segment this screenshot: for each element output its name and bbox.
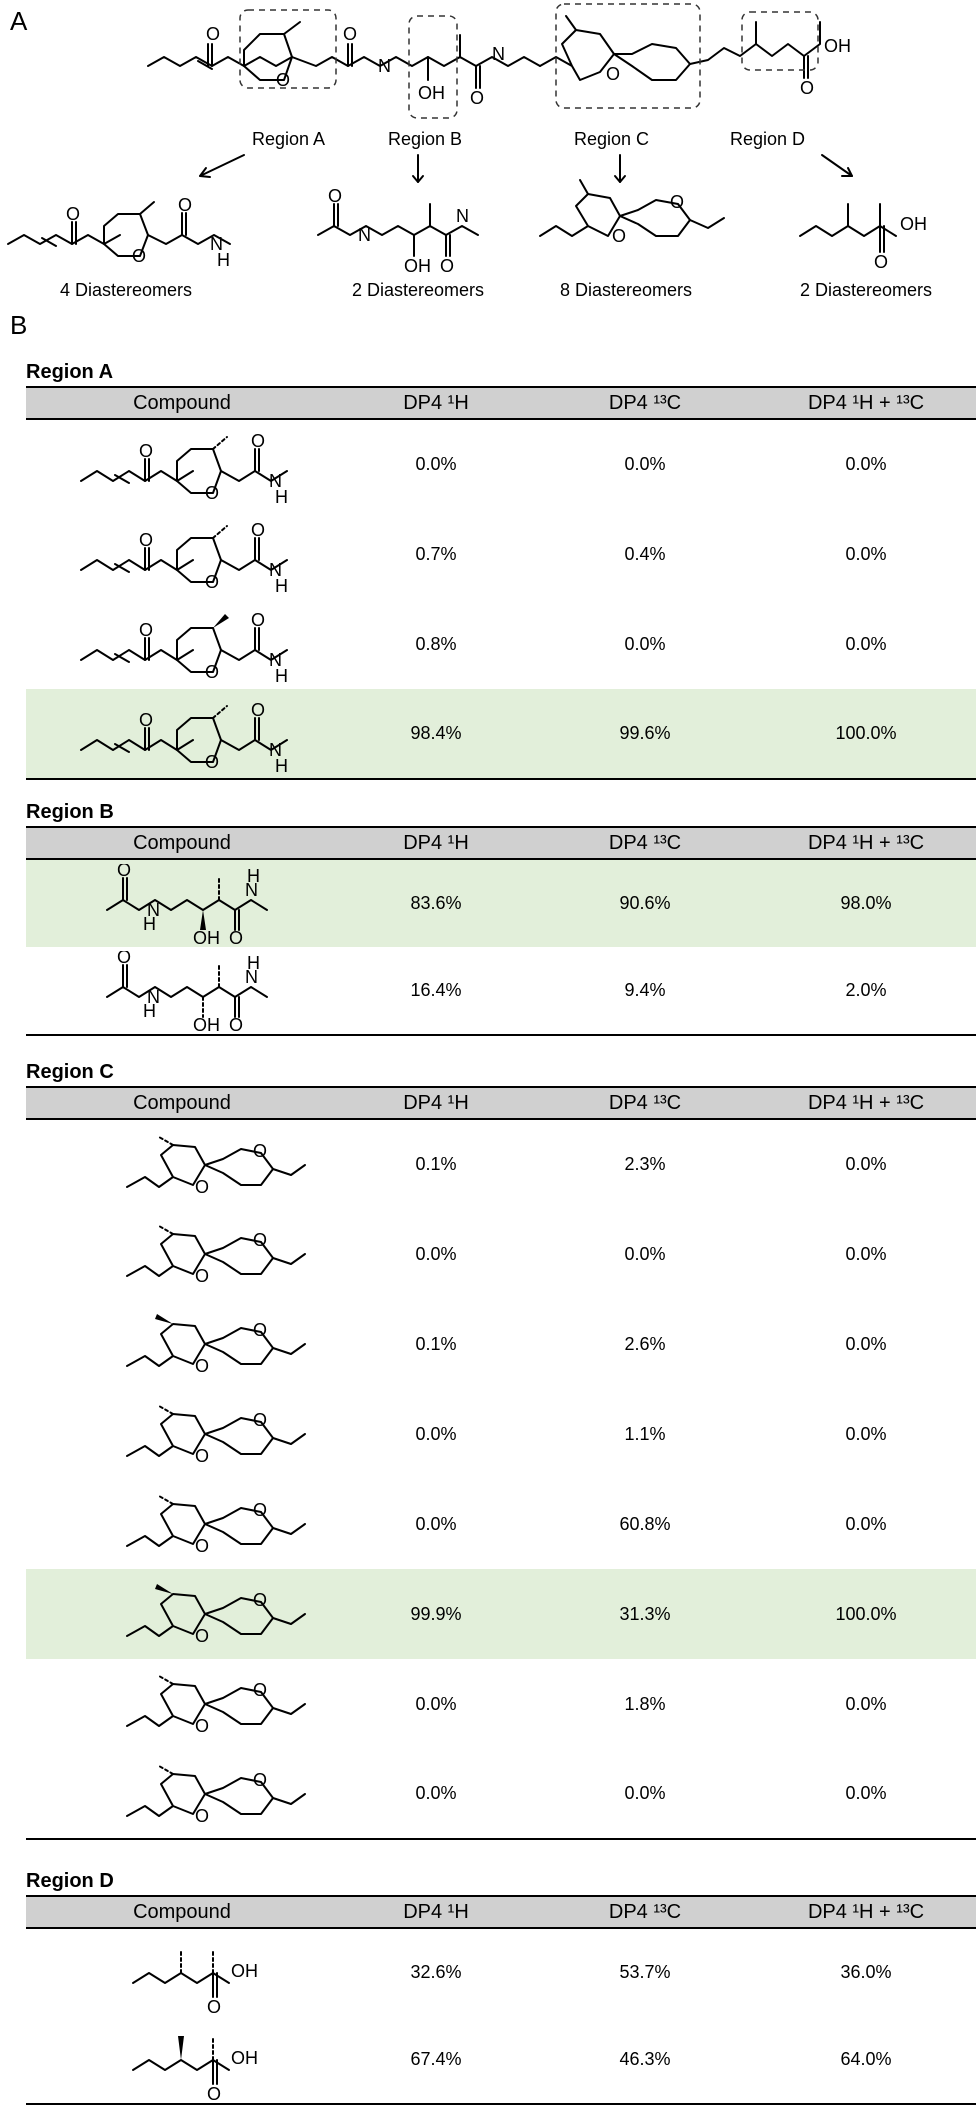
compound-structure [26,1299,338,1389]
dp4-h-cell: 0.0% [415,1513,457,1534]
dp4-c-cell: 2.3% [624,1154,666,1174]
region-b-section [26,798,976,1036]
compound-structure [26,859,338,947]
region-d-box [742,12,818,70]
table-row [26,947,976,1035]
svg-text:O: O [195,1446,210,1466]
table-row [26,1749,976,1839]
svg-text:O: O [229,1014,244,1031]
col-dp4-h: DP4 ¹H [338,1087,534,1119]
svg-text:O: O [195,1266,210,1286]
table-row [26,599,976,689]
svg-text:O: O [253,1410,268,1430]
region-c-table [26,1086,976,1840]
fragment-a-structure [8,202,230,256]
col-dp4-c: DP4 ¹³C [534,1087,756,1119]
acid-oh: OH [824,36,851,56]
dp4-h-cell: 16.4% [338,947,534,1035]
dp4-c-cell: 0.0% [624,633,666,654]
dp4-hc-cell: 0.0% [845,1693,887,1714]
dp4-hc-cell: 64.0% [756,2016,976,2104]
table-row [26,509,976,599]
svg-text:OH: OH [231,2047,258,2068]
svg-text:O: O [139,709,154,730]
compound-structure [26,1659,338,1749]
svg-text:O: O [195,1716,210,1736]
dp4-c-cell: 99.6% [534,689,756,779]
compound-structure [26,419,338,509]
svg-text:H: H [275,576,288,594]
frag-c-o2: O [670,192,685,212]
svg-text:O: O [205,751,220,772]
dp4-c-cell: 1.1% [624,1423,666,1444]
region-c-label: Region C [574,129,650,149]
dp4-h-cell: 67.4% [338,2016,534,2104]
dp4-h-cell: 0.0% [338,1749,534,1839]
region-c-box [556,4,700,108]
frag-a-count: 4 Diastereomers [60,280,193,300]
dp4-c-cell: 0.0% [624,1243,666,1264]
region-a-title: Region A [26,361,114,383]
col-dp4-hc: DP4 ¹H + ¹³C [756,1087,976,1119]
fragment-arrows [200,155,852,182]
dp4-h-cell: 0.0% [415,1693,457,1714]
svg-text:N: N [147,986,160,1007]
spiro-o: O [606,64,621,84]
dp4-h-cell: 0.1% [415,1154,457,1174]
svg-text:N: N [269,650,282,670]
carbonyl-o-1: O [206,24,221,44]
region-d-label: Region D [730,129,806,149]
fragment-c-structure [540,180,724,236]
dp4-hc-cell: 0.0% [845,543,887,564]
dp4-hc-cell: 100.0% [756,1569,976,1659]
region-a-section [26,358,976,780]
region-b-label: Region B [388,129,463,149]
dp4-c-cell: 0.0% [534,1749,756,1839]
table-row [26,2016,976,2104]
svg-text:N: N [245,879,258,900]
region-a-table [26,386,976,780]
svg-text:O: O [205,662,220,682]
svg-text:O: O [253,1500,268,1520]
frag-d-oh: OH [900,214,927,234]
region-b-table [26,826,976,1036]
frag-d-o: O [874,252,889,272]
dp4-h-cell: 0.8% [415,633,457,654]
col-dp4-c: DP4 ¹³C [534,387,756,419]
svg-text:H: H [275,666,288,684]
region-d-table [26,1895,976,2105]
col-dp4-c: DP4 ¹³C [534,1896,756,1928]
compound-structure [26,509,338,599]
svg-text:O: O [139,440,154,461]
ring-o-a: O [276,70,291,90]
frag-a-o1: O [66,204,81,224]
col-dp4-h: DP4 ¹H [338,1896,534,1928]
dp4-c-cell: 53.7% [619,1962,671,1982]
fragment-d-structure [800,204,896,252]
dp4-hc-cell: 98.0% [756,859,976,947]
svg-text:O: O [195,1536,210,1556]
table-row [26,859,976,947]
svg-text:O: O [195,1805,210,1826]
dp4-c-cell: 31.3% [534,1569,756,1659]
dp4-hc-cell: 0.0% [845,1243,887,1264]
dp4-hc-cell: 36.0% [840,1962,892,1982]
frag-b-oh: OH [404,256,431,276]
svg-text:N: N [269,470,282,491]
panel-a-scheme [0,0,976,300]
oh-label: OH [418,83,445,103]
frag-c-o1: O [612,226,627,246]
compound-structure [26,1479,338,1569]
table-row [26,1389,976,1479]
svg-text:OH: OH [231,1960,258,1981]
dp4-h-cell: 0.1% [415,1333,457,1354]
svg-text:N: N [269,739,282,760]
frag-b-o2: O [440,256,455,276]
table-row [26,419,976,509]
dp4-hc-cell: 0.0% [845,1423,887,1444]
compound-structure [26,1209,338,1299]
table-row [26,1659,976,1749]
dp4-c-cell: 9.4% [534,947,756,1035]
frag-a-o2: O [178,195,193,215]
svg-text:O: O [253,1769,268,1790]
dp4-h-cell: 99.9% [338,1569,534,1659]
table-row [26,1119,976,1209]
region-b-title: Region B [26,801,114,823]
dp4-hc-cell: 0.0% [756,1749,976,1839]
dp4-hc-cell: 0.0% [845,454,887,474]
svg-text:O: O [251,699,266,720]
nh-1: N [378,56,391,76]
frag-a-ring-o: O [132,246,147,266]
region-a-label: Region A [252,129,326,149]
svg-text:O: O [251,610,266,630]
compound-structure [26,1389,338,1479]
compound-structure [26,599,338,689]
svg-text:H: H [247,865,260,886]
carbonyl-o-3: O [470,88,485,108]
dp4-hc-cell: 0.0% [845,1333,887,1354]
svg-text:O: O [139,620,154,640]
col-dp4-c: DP4 ¹³C [534,827,756,859]
svg-text:N: N [269,560,282,580]
svg-text:O: O [195,1356,210,1376]
dp4-c-cell: 0.4% [624,543,666,564]
frag-a-n: N [210,234,223,254]
svg-text:O: O [195,1176,210,1197]
dp4-c-cell: 0.0% [624,454,666,474]
svg-text:OH: OH [193,927,220,944]
compound-structure [26,1119,338,1209]
svg-text:H: H [143,913,156,934]
nh-2: N [492,44,505,64]
frag-a-h: H [217,250,230,270]
svg-text:H: H [143,1000,156,1021]
svg-text:N: N [245,966,258,987]
dp4-h-cell: 0.7% [415,543,457,564]
frag-d-count: 2 Diastereomers [800,280,933,300]
dp4-hc-cell: 0.0% [845,1513,887,1534]
compound-structure [26,1569,338,1659]
compound-structure [26,1928,338,2016]
dp4-h-cell: 32.6% [410,1962,462,1982]
svg-text:O: O [205,482,220,503]
acid-o: O [800,78,815,98]
dp4-c-cell: 90.6% [534,859,756,947]
table-row [26,1569,976,1659]
region-c-title: Region C [26,1061,114,1083]
region-d-title: Region D [26,1870,114,1892]
dp4-h-cell: 0.0% [415,1423,457,1444]
dp4-h-cell: 83.6% [338,859,534,947]
col-dp4-h: DP4 ¹H [338,827,534,859]
dp4-hc-cell: 100.0% [756,689,976,779]
svg-text:O: O [195,1626,210,1646]
frag-b-n1: N [358,225,371,245]
table-row [26,1299,976,1389]
col-dp4-hc: DP4 ¹H + ¹³C [756,1896,976,1928]
svg-text:O: O [205,572,220,592]
dp4-c-cell: 2.6% [624,1333,666,1354]
svg-text:O: O [253,1320,268,1340]
region-c-section [26,1058,976,1840]
dp4-h-cell: 0.0% [415,1243,457,1264]
frag-b-o1: O [328,186,343,206]
col-dp4-hc: DP4 ¹H + ¹³C [756,827,976,859]
col-compound: Compound [26,1896,338,1928]
svg-text:O: O [117,950,132,967]
dp4-h-cell: 0.0% [415,454,457,474]
svg-text:O: O [253,1140,268,1161]
col-compound: Compound [26,827,338,859]
compound-structure [26,689,338,779]
panel-a-letter: A [10,6,28,36]
col-compound: Compound [26,387,338,419]
frag-b-n2: N [456,206,469,226]
svg-text:O: O [139,530,154,550]
svg-text:H: H [275,755,288,774]
svg-text:O: O [207,1996,222,2013]
dp4-h-cell: 98.4% [338,689,534,779]
svg-text:N: N [147,899,160,920]
region-d-section [26,1867,976,2105]
table-row [26,689,976,779]
dp4-c-cell: 1.8% [624,1693,666,1714]
svg-text:H: H [247,952,260,973]
svg-text:OH: OH [193,1014,220,1031]
dp4-hc-cell: 0.0% [845,633,887,654]
compound-structure [26,947,338,1035]
panel-b-letter: B [10,310,28,340]
col-dp4-h: DP4 ¹H [338,387,534,419]
svg-text:O: O [229,927,244,944]
col-compound: Compound [26,1087,338,1119]
svg-text:O: O [207,2083,222,2100]
table-row [26,1479,976,1569]
svg-text:O: O [117,863,132,880]
dp4-c-cell: 46.3% [534,2016,756,2104]
frag-c-count: 8 Diastereomers [560,280,693,300]
svg-text:O: O [251,430,266,451]
dp4-hc-cell: 0.0% [845,1154,887,1174]
svg-text:O: O [253,1680,268,1700]
svg-text:H: H [275,486,288,505]
fragment-b-structure [318,204,478,256]
carbonyl-o-2: O [343,24,358,44]
svg-text:O: O [251,520,266,540]
col-dp4-hc: DP4 ¹H + ¹³C [756,387,976,419]
table-row [26,1209,976,1299]
dp4-hc-cell: 2.0% [756,947,976,1035]
compound-structure [26,2016,338,2104]
svg-text:O: O [253,1230,268,1250]
parent-molecule [148,16,820,88]
svg-text:O: O [253,1590,268,1610]
dp4-c-cell: 60.8% [619,1513,671,1534]
table-row [26,1928,976,2016]
compound-structure [26,1749,338,1839]
frag-b-count: 2 Diastereomers [352,280,485,300]
